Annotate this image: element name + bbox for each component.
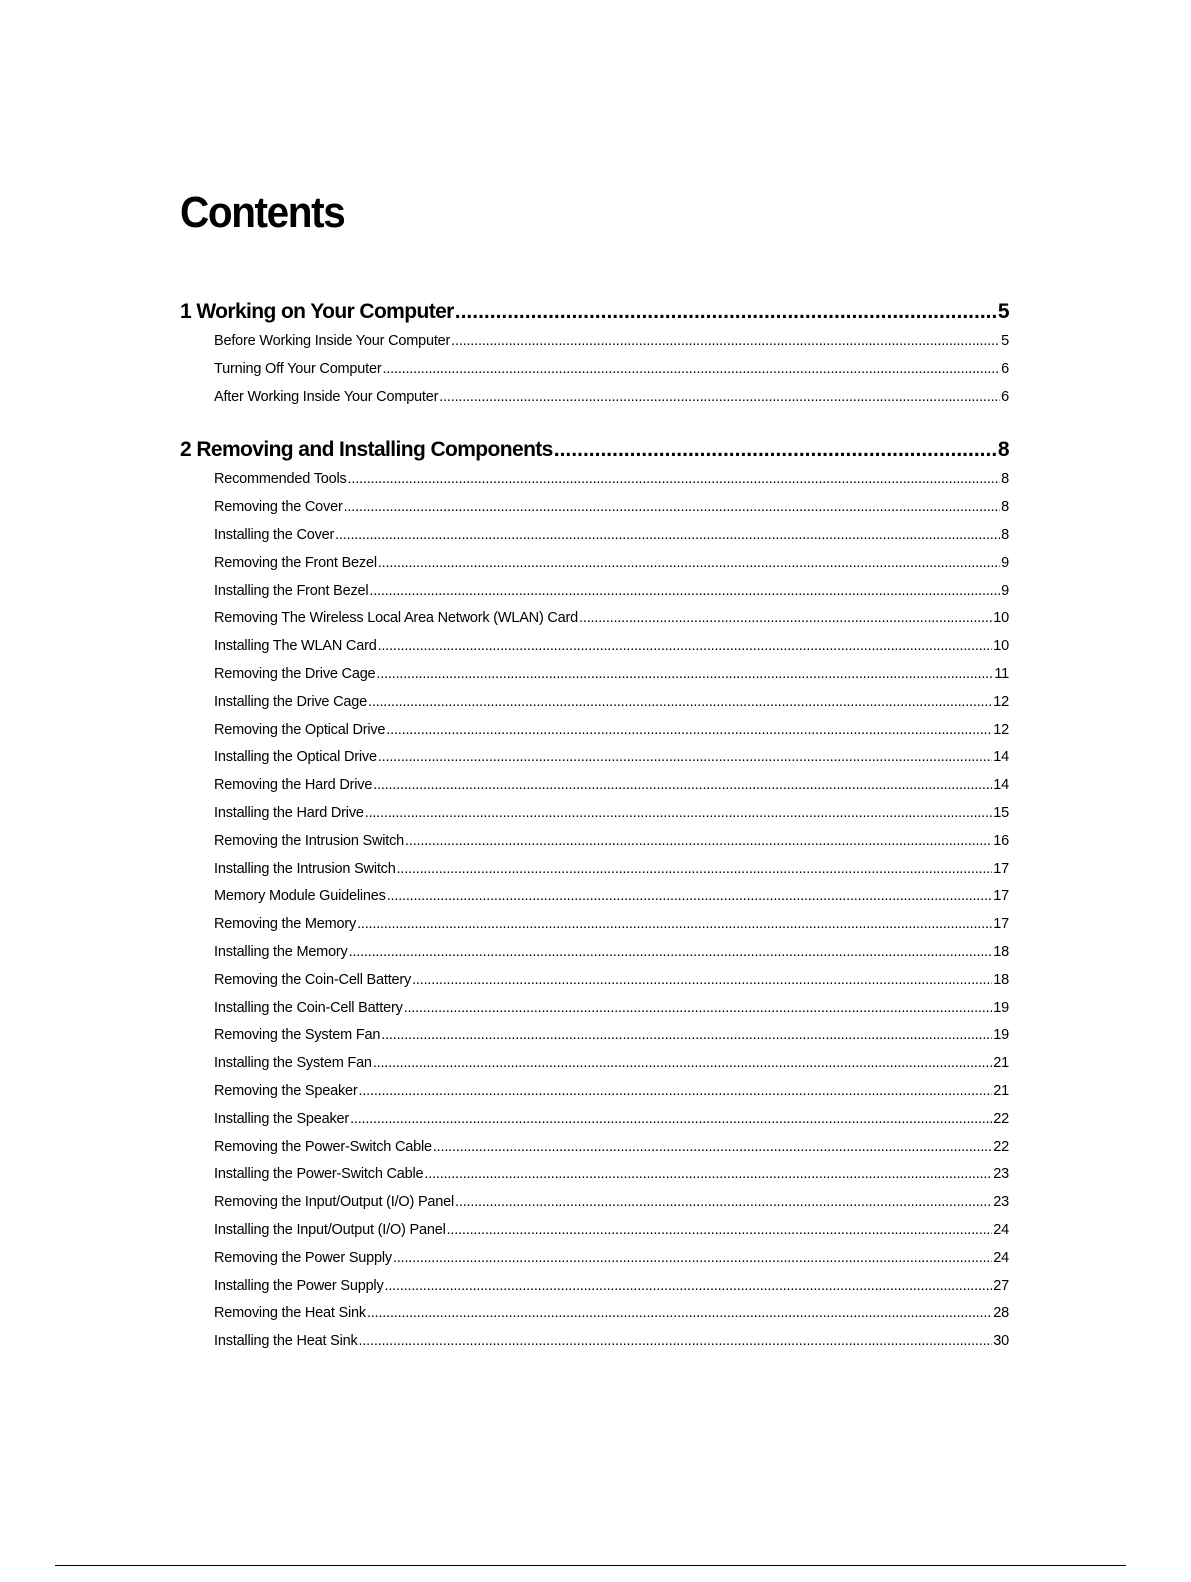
toc-entry[interactable]: [214, 1333, 1009, 1361]
toc-entry-label: Removing the Drive Cage: [214, 665, 376, 682]
toc-page-number: 22: [993, 1110, 1009, 1127]
toc-entry[interactable]: [214, 888, 1009, 916]
toc-entry[interactable]: [214, 1055, 1009, 1083]
toc-page-number: 17: [993, 916, 1009, 933]
toc-entry-label: Recommended Tools: [214, 471, 347, 488]
toc-entry-label: Removing the System Fan: [214, 1027, 381, 1044]
toc-page-number: 8: [1001, 526, 1009, 543]
toc-page-number: 21: [993, 1055, 1009, 1072]
toc-entry[interactable]: [214, 944, 1009, 972]
toc-entry-label: Removing the Cover: [214, 499, 343, 516]
toc-chapter-label: 2 Removing and Installing Components: [180, 438, 553, 462]
toc-entry[interactable]: [214, 1111, 1009, 1139]
toc-leader-dots: [433, 1139, 992, 1155]
toc-entry-label: Installing the Memory: [214, 943, 348, 960]
toc-entry-label: Installing the Intrusion Switch: [214, 860, 396, 877]
toc-entry[interactable]: [214, 499, 1009, 527]
toc-leader-dots: [378, 638, 993, 654]
toc-entry[interactable]: [214, 916, 1009, 944]
toc-entry-label: Turning Off Your Computer: [214, 360, 382, 377]
toc-entry-label: Installing the Coin-Cell Battery: [214, 999, 403, 1016]
toc-entry-label: Installing The WLAN Card: [214, 638, 377, 655]
footer-rule: [55, 1565, 1126, 1566]
toc-page-number: 30: [993, 1333, 1009, 1350]
toc-chapter-heading[interactable]: [180, 300, 1009, 333]
toc-entry[interactable]: [214, 861, 1009, 889]
toc-leader-dots: [359, 1333, 993, 1349]
toc-chapter-heading[interactable]: [180, 438, 1009, 471]
toc-entry-label: Installing the System Fan: [214, 1055, 372, 1072]
toc-page-number: 17: [993, 860, 1009, 877]
toc-page-number: 10: [993, 638, 1009, 655]
toc-entry-label: Removing the Intrusion Switch: [214, 832, 405, 849]
toc-entry[interactable]: [214, 1250, 1009, 1278]
toc-page-number: 6: [1001, 388, 1009, 405]
toc-leader-dots: [378, 555, 1000, 571]
toc-page-number: 8: [997, 438, 1009, 462]
toc-entry-label: Installing the Heat Sink: [214, 1333, 358, 1350]
toc-page-number: 17: [993, 888, 1009, 905]
toc-leader-dots: [357, 916, 992, 932]
toc-entry[interactable]: [214, 666, 1009, 694]
toc-page-number: 12: [993, 693, 1009, 710]
toc-leader-dots: [373, 777, 992, 793]
toc-leader-dots: [359, 1083, 993, 1099]
toc-leader-dots: [386, 722, 992, 738]
toc-leader-dots: [365, 805, 993, 821]
toc-page-number: 18: [993, 943, 1009, 960]
toc-entry[interactable]: [214, 555, 1009, 583]
toc-page-number: 28: [993, 1305, 1009, 1322]
toc-leader-dots: [367, 1305, 992, 1321]
toc-leader-dots: [378, 749, 992, 765]
toc-leader-dots: [335, 527, 1000, 543]
toc-entry[interactable]: [214, 805, 1009, 833]
toc-entry[interactable]: [214, 1222, 1009, 1250]
toc-entry-label: Before Working Inside Your Computer: [214, 333, 451, 349]
toc-entry[interactable]: [214, 583, 1009, 611]
toc-entry-label: Removing The Wireless Local Area Network (WLAN) Card: [214, 610, 579, 627]
toc-entry[interactable]: [214, 638, 1009, 666]
toc-leader-dots: [348, 471, 1001, 487]
toc-entry[interactable]: [214, 471, 1009, 499]
toc-leader-dots: [373, 1055, 992, 1071]
toc-leader-dots: [350, 1111, 992, 1127]
toc-leader-dots: [447, 1222, 993, 1238]
toc-leader-dots: [383, 361, 1001, 377]
toc-leader-dots: [344, 499, 1001, 515]
toc-page-number: 27: [993, 1277, 1009, 1294]
toc-page-number: 9: [1001, 582, 1009, 599]
toc-entry[interactable]: [214, 833, 1009, 861]
toc-leader-dots: [455, 1194, 992, 1210]
toc-page-number: 23: [993, 1166, 1009, 1183]
toc-page-number: 24: [993, 1221, 1009, 1238]
toc-entry[interactable]: [214, 1305, 1009, 1333]
toc-leader-dots: [393, 1250, 992, 1266]
toc-leader-dots: [579, 610, 992, 626]
toc-entry[interactable]: [214, 1083, 1009, 1111]
toc-entry[interactable]: [214, 749, 1009, 777]
toc-chapter-label: 1 Working on Your Computer: [180, 300, 454, 323]
toc-page-number: 6: [1001, 360, 1009, 377]
toc-leader-dots: [397, 861, 993, 877]
toc-entry[interactable]: [214, 1139, 1009, 1167]
toc-chapter: [180, 438, 1009, 1361]
toc-leader-dots: [455, 300, 997, 324]
toc-entry[interactable]: [214, 722, 1009, 750]
toc-page-number: 22: [993, 1138, 1009, 1155]
toc-leader-dots: [369, 583, 1000, 599]
toc-page-number: 14: [993, 749, 1009, 766]
toc-entry[interactable]: [214, 333, 1009, 361]
toc-page-number: 12: [993, 721, 1009, 738]
toc-leader-dots: [451, 333, 1000, 349]
toc-page-number: 8: [1001, 471, 1009, 488]
toc-page-number: 5: [1001, 333, 1009, 349]
toc-entry[interactable]: [214, 1166, 1009, 1194]
toc-page-number: 11: [994, 665, 1009, 682]
toc-page-number: 16: [993, 832, 1009, 849]
toc-entry[interactable]: [214, 361, 1009, 389]
toc-leader-dots: [424, 1166, 992, 1182]
toc-entry-label: Removing the Memory: [214, 916, 357, 933]
toc-entry[interactable]: [214, 610, 1009, 638]
toc-entry[interactable]: [214, 389, 1009, 417]
toc-page-number: 19: [993, 999, 1009, 1016]
toc-leader-dots: [412, 972, 992, 988]
toc-entry-label: Removing the Front Bezel: [214, 554, 377, 571]
toc-entry[interactable]: [214, 694, 1009, 722]
toc-page-number: 14: [993, 777, 1009, 794]
toc-entry[interactable]: [214, 1000, 1009, 1028]
toc-page-number: 21: [993, 1082, 1009, 1099]
toc-entry-label: Removing the Coin-Cell Battery: [214, 971, 412, 988]
toc-entry[interactable]: [214, 1194, 1009, 1222]
toc-entry[interactable]: [214, 527, 1009, 555]
toc-page-number: 19: [993, 1027, 1009, 1044]
toc-entry[interactable]: [214, 777, 1009, 805]
toc-entry-label: After Working Inside Your Computer: [214, 388, 439, 405]
toc-entry-label: Removing the Power-Switch Cable: [214, 1138, 432, 1155]
toc-leader-dots: [368, 694, 992, 710]
toc-entry-label: Installing the Optical Drive: [214, 749, 377, 766]
toc-leader-dots: [554, 438, 997, 462]
toc-leader-dots: [404, 1000, 993, 1016]
toc-entry-label: Installing the Speaker: [214, 1110, 350, 1127]
toc-entry-label: Removing the Hard Drive: [214, 777, 373, 794]
toc-page-number: 18: [993, 971, 1009, 988]
toc-leader-dots: [381, 1027, 992, 1043]
toc-entry-label: Memory Module Guidelines: [214, 888, 386, 905]
toc-page-number: 9: [1001, 554, 1009, 571]
toc-entry-label: Removing the Optical Drive: [214, 721, 386, 738]
toc-page-number: 5: [997, 300, 1009, 323]
toc-entry[interactable]: [214, 1027, 1009, 1055]
toc-entry-label: Removing the Input/Output (I/O) Panel: [214, 1194, 455, 1211]
page-title: Contents: [180, 188, 345, 237]
toc-entry[interactable]: [214, 972, 1009, 1000]
toc-entry-label: Installing the Hard Drive: [214, 804, 364, 821]
toc-page-number: 8: [1001, 499, 1009, 516]
toc-leader-dots: [385, 1278, 993, 1294]
toc-leader-dots: [405, 833, 992, 849]
toc-leader-dots: [387, 888, 993, 904]
toc-entry-label: Installing the Front Bezel: [214, 582, 369, 599]
toc-page-number: 15: [993, 804, 1009, 821]
toc-page-number: 10: [993, 610, 1009, 627]
toc-leader-dots: [439, 389, 1000, 405]
toc-entry-label: Installing the Cover: [214, 526, 335, 543]
table-of-contents: [180, 300, 1009, 1361]
toc-leader-dots: [349, 944, 993, 960]
toc-leader-dots: [376, 666, 993, 682]
toc-page-number: 24: [993, 1249, 1009, 1266]
toc-entry-label: Installing the Power-Switch Cable: [214, 1166, 424, 1183]
toc-page-number: 23: [993, 1194, 1009, 1211]
toc-chapter: [180, 300, 1009, 416]
toc-entry-label: Removing the Speaker: [214, 1082, 358, 1099]
toc-entry-label: Installing the Input/Output (I/O) Panel: [214, 1221, 446, 1238]
toc-entry[interactable]: [214, 1278, 1009, 1306]
toc-entry-label: Installing the Drive Cage: [214, 693, 367, 710]
toc-entry-label: Removing the Heat Sink: [214, 1305, 366, 1322]
toc-entry-label: Installing the Power Supply: [214, 1277, 384, 1294]
toc-entry-label: Removing the Power Supply: [214, 1249, 392, 1266]
